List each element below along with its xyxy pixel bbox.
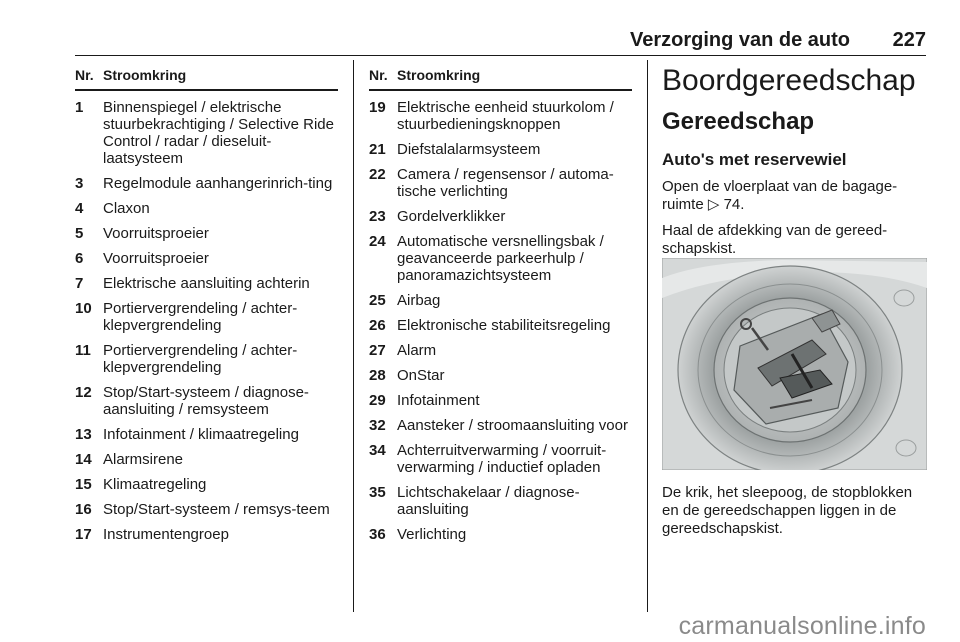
table-row — [369, 292, 632, 309]
spare-wheel-tool-kit-image — [662, 258, 927, 470]
column-divider-2 — [647, 60, 648, 612]
table-header — [369, 67, 632, 91]
circuit-description: OnStar — [397, 367, 445, 384]
circuit-description: Voorruitsproeier — [103, 250, 209, 267]
circuit-description: Portiervergrendeling / achter-klepvergrendeling — [103, 300, 298, 334]
col-circuit-header: Stroomkring — [397, 67, 481, 83]
table-row — [369, 99, 632, 133]
table-row — [75, 342, 338, 376]
table-row — [75, 175, 338, 192]
table-row — [75, 426, 338, 443]
circuit-description: Stop/Start-systeem / remsys-teem — [103, 501, 330, 518]
fuse-table-middle — [369, 67, 632, 543]
col-nr-header: Nr. — [75, 67, 94, 83]
circuit-description: Elektrische aansluiting achterin — [103, 275, 310, 292]
header-rule — [75, 55, 926, 56]
fuse-number: 22 — [369, 166, 386, 183]
instruction-remove-cover: Haal de afdekking van de gereed-schapskist. — [662, 222, 888, 257]
subsection-heading: Gereedschap — [662, 108, 815, 135]
circuit-description: Camera / regensensor / automa-tische verlichting — [397, 166, 614, 200]
image-caption: De krik, het sleepoog, de stopblokken en de gereedschappen liggen in de gereedschapskist. — [662, 484, 913, 537]
fuse-number: 16 — [75, 501, 92, 518]
fuse-number: 10 — [75, 300, 92, 317]
fuse-number: 29 — [369, 392, 386, 409]
table-row — [75, 501, 338, 518]
circuit-description: Regelmodule aanhangerinrich-ting — [103, 175, 333, 192]
circuit-description: Gordelverklikker — [397, 208, 506, 225]
reference-arrow-icon: ▷ — [707, 196, 720, 213]
circuit-description: Elektrische eenheid stuurkolom / stuurbedieningsknoppen — [397, 99, 614, 133]
fuse-number: 4 — [75, 200, 84, 217]
circuit-description: Verlichting — [397, 526, 467, 543]
circuit-description: Aansteker / stroomaansluiting voor — [397, 417, 628, 434]
table-row — [75, 476, 338, 493]
fuse-number: 7 — [75, 275, 84, 292]
fuse-number: 15 — [75, 476, 92, 493]
table-row — [369, 417, 632, 434]
instruction-open-floor — [662, 178, 927, 214]
fuse-number: 34 — [369, 442, 386, 459]
circuit-description: Lichtschakelaar / diagnose-aansluiting — [397, 484, 580, 518]
instruction-text: Open de vloerplaat van de bagage-ruimte — [662, 178, 898, 213]
fuse-number: 26 — [369, 317, 386, 334]
col-circuit-header: Stroomkring — [103, 67, 187, 83]
circuit-description: Stop/Start-systeem / diagnose-aansluiting / remsysteem — [103, 384, 309, 418]
section-heading: Boordgereedschap — [662, 64, 916, 97]
fuse-number: 32 — [369, 417, 386, 434]
table-row — [75, 451, 338, 468]
circuit-description: Alarm — [397, 342, 437, 359]
circuit-description: Portiervergrendeling / achter-klepvergrendeling — [103, 342, 298, 376]
tools-section — [662, 64, 927, 258]
table-row — [369, 484, 632, 518]
table-header — [75, 67, 338, 91]
fuse-number: 13 — [75, 426, 92, 443]
circuit-description: Instrumentengroep — [103, 526, 229, 543]
col-nr-header: Nr. — [369, 67, 388, 83]
page-number: 227 — [892, 29, 926, 51]
fuse-number: 28 — [369, 367, 386, 384]
column-divider-1 — [353, 60, 354, 612]
circuit-description: Binnenspiegel / elektrische stuurbekrachtiging / Selective Ride Control / radar / dieseluit-laatsysteem — [103, 99, 334, 167]
fuse-number: 24 — [369, 233, 386, 250]
table-row — [75, 275, 338, 292]
table-row — [369, 208, 632, 225]
table-row — [369, 526, 632, 543]
fuse-number: 14 — [75, 451, 92, 468]
fuse-number: 17 — [75, 526, 92, 543]
fuse-number: 6 — [75, 250, 84, 267]
table-row — [369, 233, 632, 284]
table-row — [75, 384, 338, 418]
fuse-number: 12 — [75, 384, 92, 401]
table-row — [75, 300, 338, 334]
circuit-description: Diefstalalarmsysteem — [397, 141, 541, 158]
sub-subsection-heading: Auto's met reservewiel — [662, 150, 847, 169]
page-header — [0, 0, 960, 60]
table-row — [369, 317, 632, 334]
circuit-description: Alarmsirene — [103, 451, 184, 468]
fuse-number: 5 — [75, 225, 84, 242]
fuse-number: 27 — [369, 342, 386, 359]
table-row — [75, 250, 338, 267]
table-row — [75, 526, 338, 543]
fuse-number: 23 — [369, 208, 386, 225]
circuit-description: Infotainment — [397, 392, 480, 409]
fuse-table-left — [75, 67, 338, 543]
page-title: Verzorging van de auto — [629, 29, 850, 51]
fuse-number: 21 — [369, 141, 386, 158]
fuse-number: 11 — [75, 342, 91, 359]
circuit-description: Voorruitsproeier — [103, 225, 209, 242]
circuit-description: Automatische versnellingsbak / geavanceerde parkeerhulp / panoramazichtsysteem — [397, 233, 604, 284]
page-reference[interactable]: 74. — [723, 196, 745, 213]
table-row — [369, 166, 632, 200]
table-row — [75, 99, 338, 167]
table-row — [75, 200, 338, 217]
table-row — [369, 392, 632, 409]
circuit-description: Airbag — [397, 292, 441, 309]
table-row — [369, 367, 632, 384]
fuse-number: 25 — [369, 292, 386, 309]
circuit-description: Infotainment / klimaatregeling — [103, 426, 299, 443]
fuse-number: 1 — [75, 99, 84, 116]
table-row — [75, 225, 338, 242]
table-row — [369, 141, 632, 158]
fuse-number: 36 — [369, 526, 386, 543]
table-row — [369, 342, 632, 359]
circuit-description: Elektronische stabiliteitsregeling — [397, 317, 611, 334]
circuit-description: Klimaatregeling — [103, 476, 207, 493]
circuit-description: Claxon — [103, 200, 150, 217]
watermark: carmanualsonline.info — [678, 612, 926, 640]
fuse-number: 19 — [369, 99, 386, 116]
fuse-number: 35 — [369, 484, 386, 501]
circuit-description: Achterruitverwarming / voorruit-verwarming / inductief opladen — [397, 442, 607, 476]
fuse-number: 3 — [75, 175, 84, 192]
table-row — [369, 442, 632, 476]
